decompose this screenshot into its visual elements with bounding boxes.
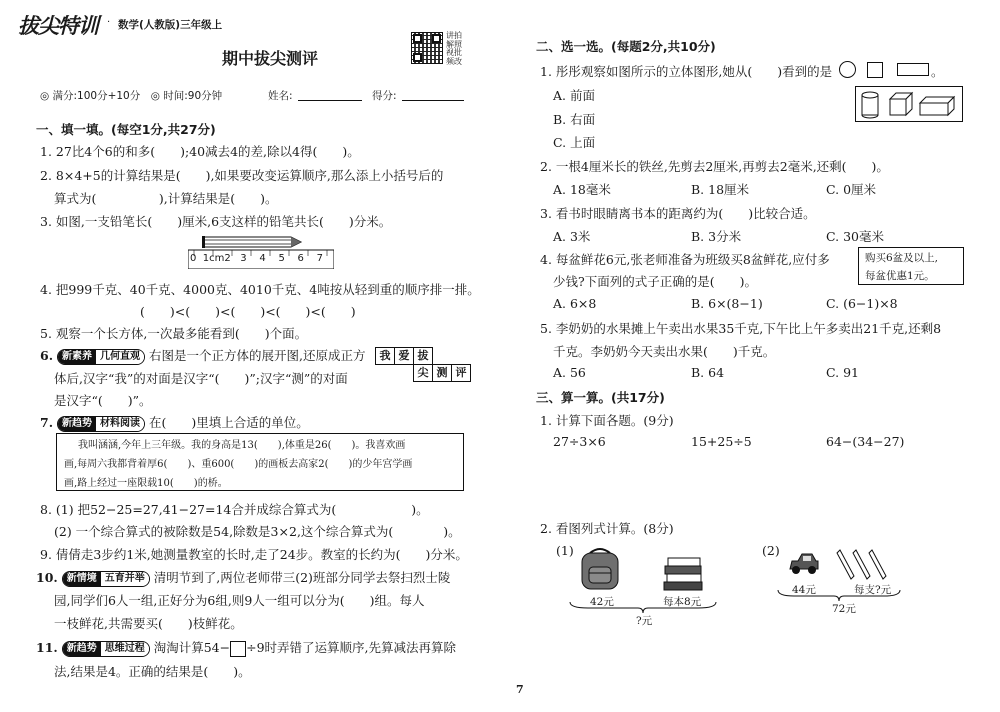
s2-q1-option-b[interactable]: B. 右面 <box>553 112 596 127</box>
s2-question-3: 3. 看书时眼睛离书本的距离约为( )比较合适。 <box>540 206 816 221</box>
toy-car-icon <box>786 551 820 577</box>
question-9: 9. 倩倩走3步约1米,她测量教室的长时,走了24步。教室的长约为( )分米。 <box>40 547 468 562</box>
q10-number: 10. <box>36 570 58 585</box>
question-8-part2: (2) 一个综合算式的被除数是54,除数是3×2,这个综合算式为( )。 <box>54 524 461 539</box>
s3-question-2: 2. 看图列式计算。(8分) <box>540 521 674 536</box>
s3-question-1: 1. 计算下面各题。(9分) <box>540 413 674 428</box>
expr-1: 27÷3×6 <box>553 434 606 449</box>
q11-tag-b: 思维过程 <box>101 642 149 656</box>
ruler-label-6: 6 <box>297 253 304 264</box>
s2-q4-option-a[interactable]: A. 6×8 <box>553 296 597 311</box>
s2-q3-option-b[interactable]: B. 3分米 <box>691 229 742 244</box>
ruler-label-1: 1cm2 <box>202 253 231 264</box>
ruler-tick-labels <box>190 253 323 264</box>
q10-text-1: 清明节到了,两位老师带三(2)班部分同学去祭扫烈士陵 <box>153 570 451 585</box>
cuboid-icon <box>920 97 954 115</box>
books-icon <box>662 556 704 592</box>
question-4-line1: 4. 把999千克、40千克、4000克、4010千克、4吨按从轻到重的顺序排一排。 <box>40 282 480 297</box>
ruler-label-0: 0 <box>190 253 197 264</box>
q6-tag-b: 几何直观 <box>96 350 144 364</box>
section1-heading: 一、填一填。(每空1分,共27分) <box>36 122 216 137</box>
ruler-label-5: 5 <box>278 253 285 264</box>
s2-question-4-line2: 少钱?下面列的式子正确的是( )。 <box>553 274 757 289</box>
score-info: ◎ 满分:100分+10分 ◎ 时间:90分钟 <box>40 90 223 102</box>
q7-tag-a: 新趋势 <box>58 417 96 431</box>
p1-total: ?元 <box>636 615 653 627</box>
s2-q4-option-c[interactable]: C. (6−1)×8 <box>826 296 898 311</box>
net-cell-我: 我 <box>375 347 395 365</box>
q11-text-post: ÷9时弄错了运算顺序,先算减法再算除 <box>246 640 457 655</box>
section2-heading: 二、选一选。(每题2分,共10分) <box>536 39 716 54</box>
q11-text-pre: 淘淘计算54− <box>153 640 231 655</box>
s2-q1-period: 。 <box>931 64 944 79</box>
q7-tag-b: 材料阅读 <box>96 417 144 431</box>
q7-tag <box>57 416 145 432</box>
view-circle-icon <box>839 61 856 78</box>
cube-icon <box>890 93 912 115</box>
net-cell-尖: 尖 <box>413 364 433 382</box>
s2-q2-option-c[interactable]: C. 0厘米 <box>826 182 877 197</box>
q7-box-line-2: 画,每周六我都背着厚6( )、重600( )的画板去高家2( )的少年宫学画 <box>64 459 413 470</box>
s2-question-4-line1: 4. 每盆鲜花6元,张老师准备为班级买8盆鲜花,应付多 <box>540 252 830 267</box>
q11-blank-box[interactable] <box>230 641 246 657</box>
expr-3: 64−(34−27) <box>826 434 905 449</box>
score-label: 得分: <box>372 90 397 102</box>
question-8-part1: 8. (1) 把52−25=27,41−27=14合并成综合算式为( )。 <box>40 502 429 517</box>
s2-q1-option-c[interactable]: C. 上面 <box>553 135 596 150</box>
subject-label: 数学(人教版)三年级上 <box>118 19 223 31</box>
s2-q5-option-b[interactable]: B. 64 <box>691 365 725 380</box>
s2-question-5-line1: 5. 李奶奶的水果摊上午卖出水果35千克,下午比上午多卖出21千克,还剩8 <box>540 321 942 336</box>
page-title: 期中拔尖测评 <box>222 49 319 68</box>
q7-text: 在( )里填上合适的单位。 <box>149 415 309 430</box>
q10-tag-b: 五育并举 <box>101 572 149 586</box>
ruler-label-3: 3 <box>240 253 247 264</box>
question-11-line2: 法,结果是4。正确的结果是( )。 <box>54 664 251 679</box>
p2-brace <box>776 588 902 602</box>
question-11 <box>36 638 456 657</box>
question-2-line2: 算式为( ),计算结果是( )。 <box>54 191 278 206</box>
question-4-line2: ( )<( )<( )<( )<( ) <box>140 304 356 319</box>
net-cell-爱: 爱 <box>394 347 414 365</box>
question-10-line2: 园,同学们6人一组,正好分为6组,则9人一组可以分为( )组。每人 <box>54 593 425 608</box>
section3-heading: 三、算一算。(共17分) <box>536 390 665 405</box>
qr-caption: 讲拍 解照 视批 频改 <box>446 31 462 66</box>
solids-figure <box>856 87 962 121</box>
p1-label: (1) <box>556 543 574 558</box>
s2-question-2: 2. 一根4厘米长的铁丝,先剪去2厘米,再剪去2毫米,还剩( )。 <box>540 159 889 174</box>
s2-q1-option-a[interactable]: A. 前面 <box>553 88 595 103</box>
bullet-dot: · <box>107 17 111 28</box>
q7-number: 7. <box>40 415 54 430</box>
brand-logo: 拔尖特训 <box>18 14 98 38</box>
s2-question-1: 1. 彤彤观察如图所示的立体图形,她从( )看到的是 <box>540 64 833 79</box>
p2-car-price: 44元 <box>792 584 816 596</box>
expr-2: 15+25÷5 <box>691 434 752 449</box>
p2-pen-price: 每支?元 <box>854 584 892 596</box>
s2-q3-option-c[interactable]: C. 30毫米 <box>826 229 884 244</box>
s2-q4-option-b[interactable]: B. 6×(8−1) <box>691 296 763 311</box>
q7-box-line-1: 我叫涵涵,今年上三年级。我的身高是13( ),体重是26( )。我喜欢画 <box>78 440 406 451</box>
q6-tag <box>57 349 145 365</box>
question-1: 1. 27比4个6的和多( );40减去4的差,除以4得( )。 <box>40 144 360 159</box>
s2-q5-option-c[interactable]: C. 91 <box>826 365 859 380</box>
question-6 <box>40 346 366 365</box>
question-2-line1: 2. 8×4+5的计算结果是( ),如果要改变运算顺序,那么添上小括号后的 <box>40 168 444 183</box>
q6-number: 6. <box>40 348 54 363</box>
name-field[interactable] <box>298 100 362 101</box>
qr-finder-tr <box>432 34 441 43</box>
view-rectangle-icon <box>897 63 929 76</box>
p1-brace <box>568 600 718 614</box>
question-10-line3: 一枝鲜花,共需要买( )枝鲜花。 <box>54 616 243 631</box>
backpack-icon <box>576 545 624 591</box>
q11-tag-a: 新趋势 <box>63 642 101 656</box>
q10-tag <box>62 571 150 587</box>
question-6-line2: 体后,汉字“我”的对面是汉字“( )”;汉字“测”的对面 <box>54 371 348 386</box>
s2-q2-option-a[interactable]: A. 18毫米 <box>553 182 611 197</box>
q11-number: 11. <box>36 640 58 655</box>
q7-box-line-3: 画,路上经过一座限载10( )的桥。 <box>64 478 228 489</box>
discount-note-line1: 购买6盆及以上, <box>865 252 939 264</box>
score-field[interactable] <box>402 100 464 101</box>
ruler-label-7: 7 <box>316 253 323 264</box>
q6-tag-a: 新素养 <box>58 350 96 364</box>
view-square-icon <box>867 62 883 78</box>
question-6-line3: 是汉字“( )”。 <box>54 393 152 408</box>
cylinder-icon <box>862 92 878 118</box>
q10-tag-a: 新情境 <box>63 572 101 586</box>
p2-label: (2) <box>762 543 780 558</box>
s2-question-5-line2: 千克。李奶奶今天卖出水果( )千克。 <box>553 344 776 359</box>
qr-finder-tl <box>413 34 422 43</box>
pens-icon <box>836 548 894 582</box>
p1-bag-price: 42元 <box>590 596 614 608</box>
s2-q2-option-b[interactable]: B. 18厘米 <box>691 182 750 197</box>
question-7 <box>40 413 309 432</box>
net-cell-拔: 拔 <box>413 347 433 365</box>
p2-total: 72元 <box>832 603 856 615</box>
question-5: 5. 观察一个长方体,一次最多能看到( )个面。 <box>40 326 308 341</box>
s2-q5-option-a[interactable]: A. 56 <box>553 365 586 380</box>
p1-book-price: 每本8元 <box>663 596 702 608</box>
ruler-label-4: 4 <box>259 253 266 264</box>
net-cell-测: 测 <box>432 364 452 382</box>
s2-q3-option-a[interactable]: A. 3米 <box>553 229 591 244</box>
page-number: 7 <box>516 683 524 696</box>
q6-text-1: 右图是一个正方体的展开图,还原成正方 <box>149 348 366 363</box>
discount-note-line2: 每盆优惠1元。 <box>865 270 935 282</box>
name-label: 姓名: <box>268 90 293 102</box>
net-cell-评: 评 <box>451 364 471 382</box>
question-10 <box>36 568 450 587</box>
q11-tag <box>62 641 150 657</box>
question-3: 3. 如图,一支铅笔长( )厘米,6支这样的铅笔共长( )分米。 <box>40 214 392 229</box>
qr-finder-bl <box>413 53 422 62</box>
